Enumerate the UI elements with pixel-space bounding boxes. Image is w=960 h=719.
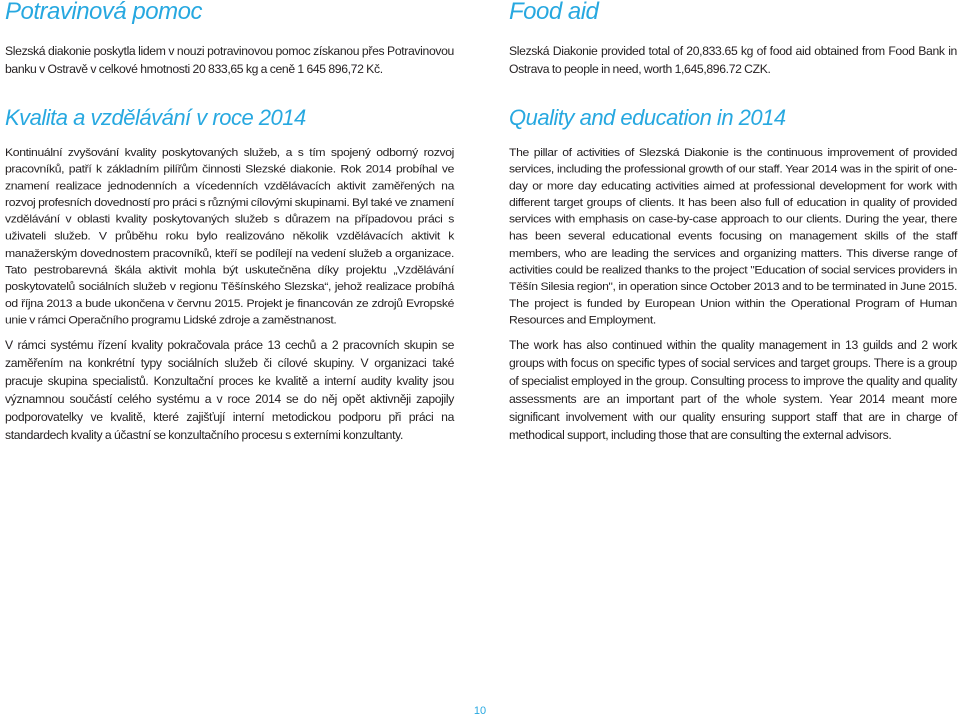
czech-quality-paragraph-1: Kontinuální zvyšování kvality poskytovaných služeb, a s tím spojený odborný rozvoj pracovníků, patří k základním pilířům činnosti Slezské diakonie. Rok 2014 probíhal ve znamení realizace jednodenních a vícedenních vzdělávacích aktivit zaměřených na rozvoj profesních dovedností pro práci s různými cílovými skupinami. Byl také ve znamení vzdělávání v oblasti kvality poskytovaných služeb s důrazem na případovou práci s uživateli služeb. V průběhu roku bylo realizováno několik vzdělávacích aktivit k manažerským dovednostem pracovníků, kteří se podílejí na vedení služeb a organizace. Tato pestrobarevná škála aktivit mohla být uskutečněna díky projektu „Vzdělávání poskytovatelů sociálních služeb v regionu Těšínského Slezska“, jehož realizace probíhá od října 2013 a bude ukončena v červnu 2015. Projekt je financován ze zdrojů Evropské unie v rámci Operačního programu Lidské zdroje a zaměstnanost. [5,145,454,327]
english-quality-paragraph-1: The pillar of activities of Slezská Diakonie is the continuous improvement of provided services, including the professional growth of our staff. Year 2014 was in the spirit of one-day or more day educating activities aimed at professional development for work with different target groups of clients. It has been also full of education in quality of provided services with emphasis on case-by-case approach to our clients. During the year, there has been several educational events focusing on management skills of the staff members, who are leading the services and organizing matters. This diverse range of activities could be realized thanks to the project "Education of social services providers in Těšín Silesia region", in operation since October 2013 and to be terminated in June 2015. The project is funded by European Union within the Operational Program of Human Resources and Employment. [509,145,957,327]
czech-food-aid-heading: Potravinová pomoc [5,0,202,25]
czech-quality-paragraph-2: V rámci systému řízení kvality pokračovala práce 13 cechů a 2 pracovních skupin se zaměřením na konkrétní typy sociálních služeb či cílové skupiny. V organizaci také pracuje skupina specialistů. Konzultační proces ke kvalitě a interní audity kvality jsou významnou součástí celého systému a v roce 2014 se do něj opět aktivněji zapojily podporovatelky ve kvalitě, které zajišťují interní metodickou podporu při práci na standardech kvality a účastní se konzultačního procesu s externími konzultanty. [5,338,454,443]
english-quality-heading: Quality and education in 2014 [509,105,786,130]
czech-food-aid-text: Slezská diakonie poskytla lidem v nouzi potravinovou pomoc získanou přes Potravinovou banku v Ostravě v celkové hmotnosti 20 833,65 kg a ceně 1 645 896,72 Kč. [5,44,454,77]
english-food-aid-text: Slezská Diakonie provided total of 20,833.65 kg of food aid obtained from Food Bank in Ostrava to people in need, worth 1,645,896.72 CZK. [509,44,957,77]
english-quality-paragraph-2: The work has also continued within the quality management in 13 guilds and 2 work groups with focus on specific types of social services and target groups. There is a group of specialist employed in the group. Consulting process to improve the quality and quality assessments are an important part of the whole system. Year 2014 meant more significant involvement with our quality ensuring support staff that are in charge of methodical support, including those that are consulting the external advisors. [509,338,957,443]
czech-quality-heading: Kvalita a vzdělávání v roce 2014 [5,105,306,130]
page-number: 10 [473,705,487,717]
english-food-aid-heading: Food aid [509,0,599,25]
